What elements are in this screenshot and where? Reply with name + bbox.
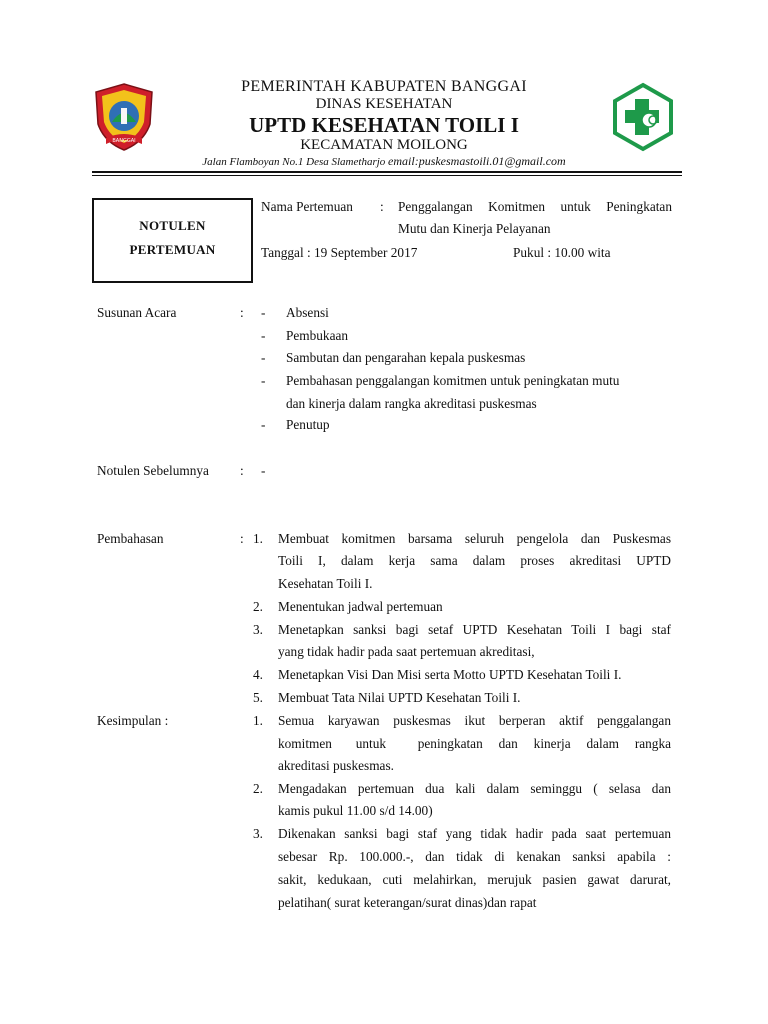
pembahasan-line: Menetapkan Visi Dan Misi serta Motto UPTD Kesehatan Toili I. [278,667,622,682]
header-address: Jalan Flamboyan No.1 Desa Slametharjo [202,156,386,168]
pembahasan-label: Pembahasan [97,531,164,546]
pembahasan-num: 4. [253,667,263,682]
sebelumnya-label: Notulen Sebelumnya [97,463,209,478]
pembahasan-line: Toili I, dalam kerja sama dalam proses akreditasi UPTD [278,553,671,568]
pembahasan-line: Membuat Tata Nilai UPTD Kesehatan Toili I. [278,690,521,705]
meeting-time: Pukul : 10.00 wita [513,245,611,260]
kesimpulan-num: 2. [253,781,263,796]
susunan-item: Pembukaan [286,328,349,343]
kesimpulan-num: 3. [253,826,263,841]
kesimpulan-line: sakit, kedukaan, cuti melahirkan, merujuk pasien gawat darurat, [278,872,671,887]
pembahasan-num: 5. [253,690,263,705]
pembahasan-line: Kesehatan Toili I. [278,576,373,591]
pembahasan-line: Membuat komitmen barsama seluruh pengelola dan Puskesmas [278,531,671,546]
box-line2: PERTEMUAN [129,242,216,257]
susunan-label: Susunan Acara [97,305,177,320]
meeting-date: Tanggal : 19 September 2017 [261,245,418,260]
pembahasan-num: 1. [253,531,263,546]
header-rule-thick [92,171,682,173]
susunan-item: Pembahasan penggalangan komitmen untuk peningkatan mutu [286,373,620,388]
box-line1: NOTULEN [139,218,206,233]
susunan-sep: : [240,305,244,320]
meeting-name-line1: Penggalangan Komitmen untuk Peningkatan [398,199,672,214]
meeting-name-line2: Mutu dan Kinerja Pelayanan [398,221,551,236]
sebelumnya-value: - [261,463,266,478]
kesimpulan-line: Dikenakan sanksi bagi staf yang tidak hadir pada saat pertemuan [278,826,671,841]
kesimpulan-label: Kesimpulan : [97,713,169,728]
susunan-dash: - [261,305,266,320]
pembahasan-line: Menetapkan sanksi bagi setaf UPTD Kesehatan Toili I bagi staf [278,622,671,637]
kesimpulan-line: Mengadakan pertemuan dua kali dalam seminggu ( selasa dan [278,781,671,796]
kesimpulan-line: kamis pukul 11.00 s/d 14.00) [278,803,433,818]
kesimpulan-line: sebesar Rp. 100.000.-, dan tidak di kenakan sanksi apabila : [278,849,671,864]
header-line1: PEMERINTAH KABUPATEN BANGGAI [241,78,527,95]
pembahasan-sep: : [240,531,244,546]
header-line4: KECAMATAN MOILONG [300,137,468,153]
susunan-item: Sambutan dan pengarahan kepala puskesmas [286,350,526,365]
pembahasan-num: 3. [253,622,263,637]
susunan-item: Penutup [286,417,330,432]
kesimpulan-line: Semua karyawan puskesmas ikut berperan aktif penggalangan [278,713,671,728]
susunan-dash: - [261,417,266,432]
pembahasan-line: yang tidak hadir pada saat pertemuan akreditasi, [278,644,535,659]
susunan-dash: - [261,328,266,343]
kesimpulan-num: 1. [253,713,263,728]
susunan-item-continued: dan kinerja dalam rangka akreditasi puskesmas [286,396,537,411]
kesimpulan-line: komitmen untuk peningkatan dan kinerja dalam rangka [278,736,671,751]
header-title: UPTD KESEHATAN TOILI I [249,113,519,137]
pembahasan-num: 2. [253,599,263,614]
susunan-dash: - [261,373,266,388]
meeting-name-sep: : [380,199,384,214]
meeting-name-label: Nama Pertemuan [261,199,353,214]
emblem-text: BANGGAI [112,138,136,144]
header-rule-thin [92,175,682,176]
header-address-line [0,154,768,169]
notulen-box [92,198,253,283]
sebelumnya-sep: : [240,463,244,478]
kesimpulan-line: pelatihan( surat keterangan/surat dinas)dan rapat [278,895,537,910]
header-email: email:puskesmastoili.01@gmail.com [388,154,566,168]
susunan-item: Absensi [286,305,329,320]
susunan-dash: - [261,350,266,365]
header-line2: DINAS KESEHATAN [315,96,453,112]
kesimpulan-line: akreditasi puskesmas. [278,758,394,773]
pembahasan-line: Menentukan jadwal pertemuan [278,599,443,614]
